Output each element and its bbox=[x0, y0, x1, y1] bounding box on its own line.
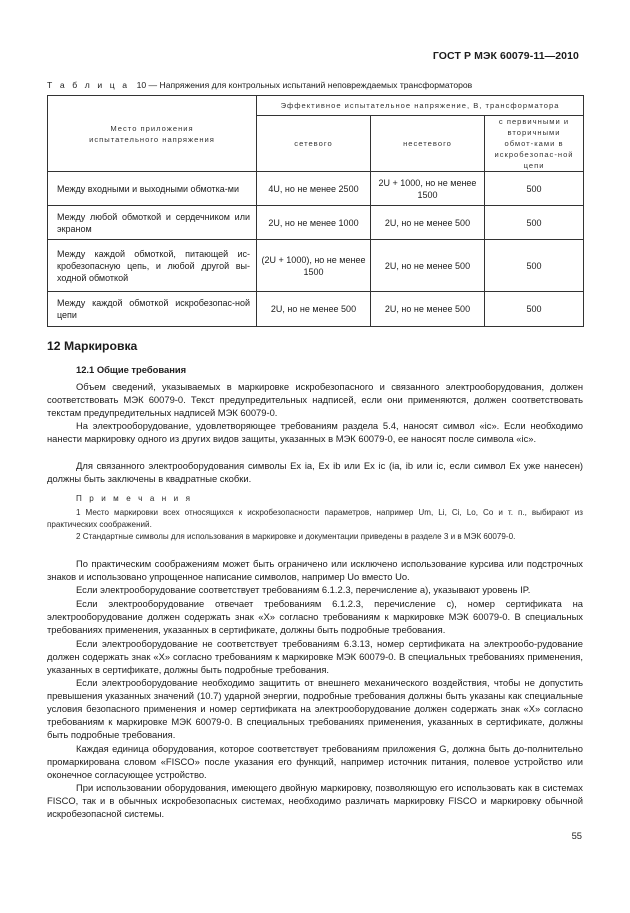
table-cell-place: Между каждой обмоткой, питающей ис-кробезопасную цепь, и любой другой вы-ходной обмоткой bbox=[48, 240, 257, 292]
voltage-table bbox=[47, 95, 584, 327]
table-cell-value: 500 bbox=[485, 172, 584, 206]
document-header: ГОСТ Р МЭК 60079-11—2010 bbox=[432, 50, 579, 62]
table-header-is-windings: с первичными и вторичными обмот-ками в искробезопас-ной цепи bbox=[485, 116, 584, 172]
paragraph: На электрооборудование, удовлетворяющее требованиям раздела 5.4, наносят символ «ic». Если необходимо нанести маркировку одного из других видов защиты, указанных в МЭК 60079-0, ее наносят после символа «ic». bbox=[47, 420, 583, 444]
table-header-group: Эффективное испытательное напряжение, В, трансформатора bbox=[257, 96, 584, 116]
table-cell-value: 4U, но не менее 2500 bbox=[257, 172, 371, 206]
table-header-place: Место приложения испытательного напряжения bbox=[48, 96, 257, 172]
table-cell-value: 2U, но не менее 1000 bbox=[257, 206, 371, 240]
table-cell-place: Между входными и выходными обмотка-ми bbox=[48, 172, 257, 206]
paragraph: Если электрооборудование не соответствует требованиям 6.3.13, номер сертификата на электрообо-рудование должен содержать знак «X» согласно требованиям к маркировке МЭК 60079-0. В специальных требованиях применения, указанных в сертификате, должны быть подробные требования. bbox=[47, 638, 583, 675]
table-cell-value: 500 bbox=[485, 206, 584, 240]
paragraph: При использовании оборудования, имеющего двойную маркировку, позволяющую его использовать как в системах FISCO, так и в обычных искробезопасных системах, необходимо различать маркировку FISCO и маркировку обычной искробезопасной системы. bbox=[47, 782, 583, 819]
page-number: 55 bbox=[571, 830, 582, 841]
table-caption-text: 10 — Напряжения для контрольных испытаний неповреждаемых трансформаторов bbox=[136, 80, 473, 90]
table-cell-value: 2U + 1000, но не менее 1500 bbox=[371, 172, 485, 206]
table-cell-value: (2U + 1000), но не менее 1500 bbox=[257, 240, 371, 292]
paragraph: Если электрооборудование соответствует требованиям 6.1.2.3, перечисление a), указывают уровень IP. bbox=[76, 584, 531, 595]
paragraph: По практическим соображениям может быть ограничено или исключено использование курсива или подстрочных знаков и использовано упрощенное написание символов, например Uo вместо Uo. bbox=[47, 558, 583, 582]
table-cell-value: 500 bbox=[485, 292, 584, 327]
table-cell-value: 2U, но не менее 500 bbox=[257, 292, 371, 327]
table-cell-value: 500 bbox=[485, 240, 584, 292]
table-row bbox=[48, 206, 584, 240]
notes-title: П р и м е ч а н и я bbox=[76, 494, 193, 503]
table-cell-value: 2U, но не менее 500 bbox=[371, 206, 485, 240]
note: 1 Место маркировки всех относящихся к искробезопасности параметров, например Um, Li, Ci, Lo, Co и т. п., выбирают из практических соображений. bbox=[47, 508, 583, 529]
section-title: 12 Маркировка bbox=[47, 339, 138, 353]
table-header-mains: сетевого bbox=[257, 116, 371, 172]
paragraph: Если электрооборудование необходимо защитить от внешнего механического воздействия, чтобы не допустить превышения указанных значений (10.7) ударной энергии, подробные требования должны быть указаны как специальные условия безопасного применения и номер сертификата на электрооборудование должен содержать знак «X» согласно требованиям к маркировке МЭК 60079-0. В специальных требованиях применения, указанных в сертификате, должны быть подробные требования. bbox=[47, 677, 583, 740]
table-row bbox=[48, 292, 584, 327]
paragraph: Объем сведений, указываемых в маркировке искробезопасного и связанного электрооборудования, должен соответствовать МЭК 60079-0. Текст предупредительных надписей, если они применяются, должен соответствовать текстам предупредительных надписей МЭК 60079-0. bbox=[47, 381, 583, 418]
table-row bbox=[48, 240, 584, 292]
table-cell-value: 2U, но не менее 500 bbox=[371, 292, 485, 327]
table-cell-value: 2U, но не менее 500 bbox=[371, 240, 485, 292]
table-cell-place: Между каждой обмоткой искробезопас-ной цепи bbox=[48, 292, 257, 327]
paragraph: Если электрооборудование отвечает требованиям 6.1.2.3, перечисление c), номер сертификата на электрооборудование должен содержать знак «X» согласно требованиям к маркировке МЭК 60079-0. В специальных требованиях применения, указанных в сертификате, должны быть подробные требования. bbox=[47, 598, 583, 635]
table-caption-prefix: Т а б л и ц а bbox=[47, 80, 130, 90]
table-header-non-mains: несетевого bbox=[371, 116, 485, 172]
subsection-title: 12.1 Общие требования bbox=[76, 364, 187, 375]
table-row bbox=[48, 172, 584, 206]
paragraph: Каждая единица оборудования, которое соответствует требованиям приложения G, должна быть до-полнительно промаркирована словом «FISCO» после указания его функций, например источник питания, полевое устройство или оконечное согласующее устройство. bbox=[47, 743, 583, 780]
table-caption bbox=[47, 80, 472, 90]
paragraph: Для связанного электрооборудования символы Ex ia, Ex ib или Ex ic (ia, ib или ic, если символ Ex уже нанесен) должны быть заключены в квадратные скобки. bbox=[47, 460, 583, 484]
table-cell-place: Между любой обмоткой и сердечником или экраном bbox=[48, 206, 257, 240]
note: 2 Стандартные символы для использования в маркировке и документации приведены в разделе 3 и в МЭК 60079-0. bbox=[76, 532, 516, 541]
